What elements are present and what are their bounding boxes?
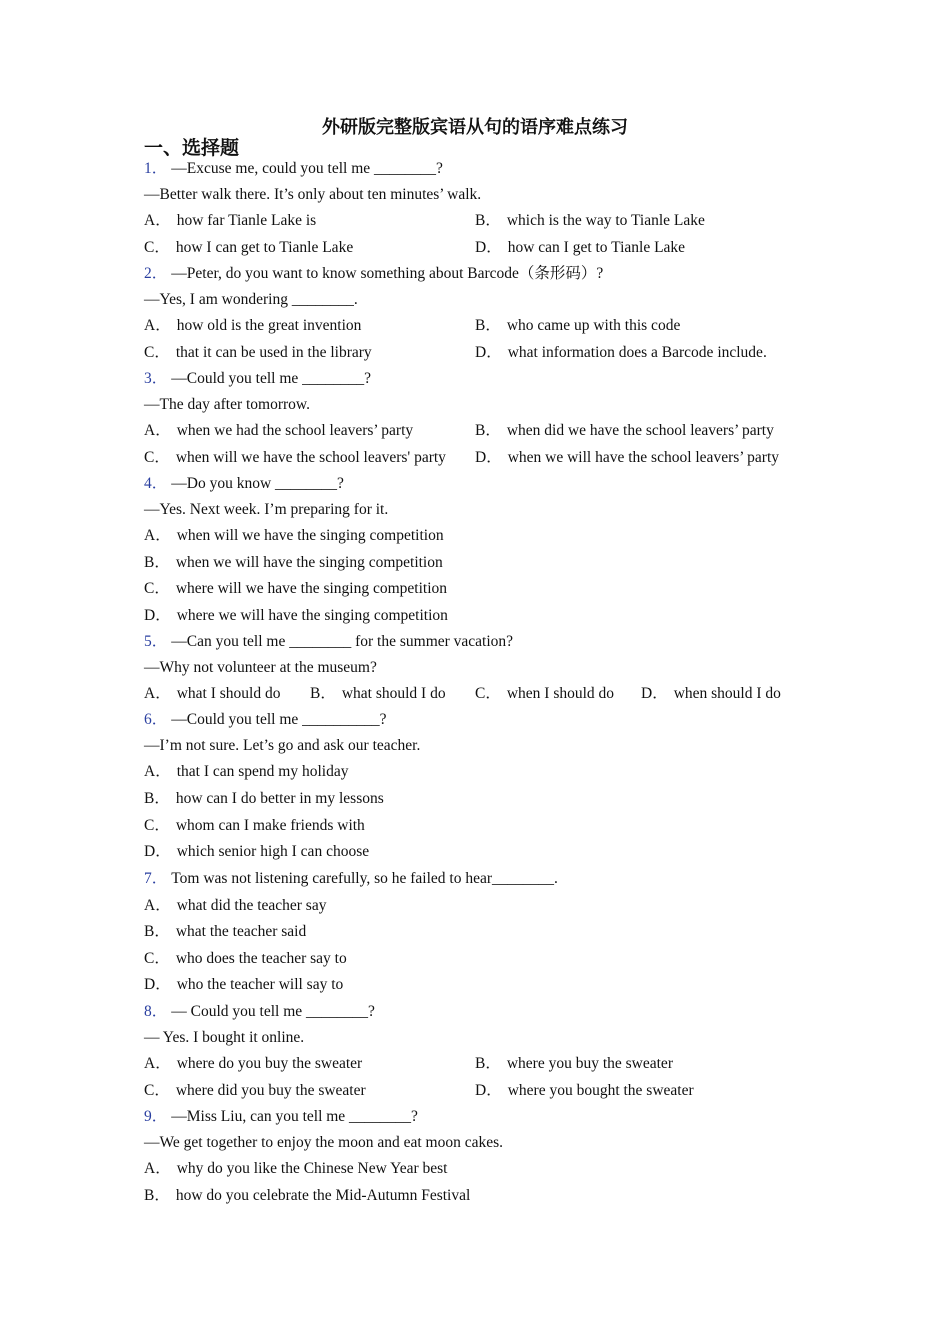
option-d: D． how can I get to Tianle Lake bbox=[475, 239, 686, 256]
question-stem: 9． —Miss Liu, can you tell me ________? bbox=[144, 1108, 418, 1125]
option-d: D． which senior high I can choose bbox=[144, 843, 370, 860]
question-stem: 3． —Could you tell me ________? bbox=[144, 370, 372, 387]
question-stem: 5． —Can you tell me ________ for the summer vacation? bbox=[144, 633, 514, 650]
question-number: 3． bbox=[144, 370, 168, 387]
question-number: 7． bbox=[144, 870, 168, 887]
question-number: 4． bbox=[144, 475, 168, 492]
option-c: C． how I can get to Tianle Lake bbox=[144, 239, 354, 256]
option-c: C． where will we have the singing competition bbox=[144, 580, 448, 597]
question-reply: —Yes, I am wondering ________. bbox=[144, 291, 358, 308]
option-b: B． how do you celebrate the Mid-Autumn Festival bbox=[144, 1187, 471, 1204]
option-c: C． where did you buy the sweater bbox=[144, 1082, 366, 1099]
option-c: C． when I should do bbox=[475, 685, 615, 702]
option-b: B． where you buy the sweater bbox=[475, 1055, 673, 1072]
option-b: B． which is the way to Tianle Lake bbox=[475, 212, 705, 229]
option-a: A． how old is the great invention bbox=[144, 317, 362, 334]
question-reply: —Why not volunteer at the museum? bbox=[144, 659, 377, 676]
option-d: D． when should I do bbox=[641, 685, 781, 702]
page-title: 外研版完整版宾语从句的语序难点练习 bbox=[322, 117, 628, 137]
option-a: A． when will we have the singing competition bbox=[144, 527, 444, 544]
option-a: A． why do you like the Chinese New Year best bbox=[144, 1160, 448, 1177]
question-stem: 7． Tom was not listening carefully, so he failed to hear________. bbox=[144, 870, 558, 887]
section-heading: 一、选择题 bbox=[144, 138, 240, 159]
question-stem: 1． —Excuse me, could you tell me ________? bbox=[144, 160, 443, 177]
option-d: D． what information does a Barcode include. bbox=[475, 344, 767, 361]
option-a: A． what did the teacher say bbox=[144, 897, 327, 914]
question-number: 6． bbox=[144, 711, 168, 728]
question-reply: —The day after tomorrow. bbox=[144, 396, 310, 413]
option-d: D． where we will have the singing competition bbox=[144, 607, 448, 624]
option-a: A． how far Tianle Lake is bbox=[144, 212, 317, 229]
question-number: 9． bbox=[144, 1108, 168, 1125]
option-b: B． when we will have the singing competition bbox=[144, 554, 443, 571]
question-reply: —Yes. Next week. I’m preparing for it. bbox=[144, 501, 389, 518]
option-b: B． what the teacher said bbox=[144, 923, 307, 940]
option-b: B． when did we have the school leavers’ party bbox=[475, 422, 774, 439]
option-b: B． how can I do better in my lessons bbox=[144, 790, 384, 807]
option-a: A． what I should do bbox=[144, 685, 281, 702]
question-stem: 6． —Could you tell me __________? bbox=[144, 711, 387, 728]
question-reply: —I’m not sure. Let’s go and ask our teacher. bbox=[144, 737, 421, 754]
option-b: B． what should I do bbox=[310, 685, 446, 702]
option-c: C． whom can I make friends with bbox=[144, 817, 365, 834]
option-d: D． when we will have the school leavers’ party bbox=[475, 449, 779, 466]
option-d: D． who the teacher will say to bbox=[144, 976, 344, 993]
option-a: A． when we had the school leavers’ party bbox=[144, 422, 414, 439]
option-c: C． that it can be used in the library bbox=[144, 344, 372, 361]
option-d: D． where you bought the sweater bbox=[475, 1082, 694, 1099]
option-a: A． where do you buy the sweater bbox=[144, 1055, 363, 1072]
question-number: 8． bbox=[144, 1003, 168, 1020]
question-number: 1． bbox=[144, 160, 168, 177]
question-reply: —Better walk there. It’s only about ten minutes’ walk. bbox=[144, 186, 482, 203]
question-number: 5． bbox=[144, 633, 168, 650]
option-b: B． who came up with this code bbox=[475, 317, 681, 334]
question-number: 2． bbox=[144, 265, 168, 282]
question-stem: 2． —Peter, do you want to know something about Barcode（条形码）? bbox=[144, 265, 604, 282]
question-stem: 4． —Do you know ________? bbox=[144, 475, 344, 492]
question-stem: 8． — Could you tell me ________? bbox=[144, 1003, 375, 1020]
option-a: A． that I can spend my holiday bbox=[144, 763, 349, 780]
option-c: C． when will we have the school leavers' party bbox=[144, 449, 446, 466]
question-reply: —We get together to enjoy the moon and eat moon cakes. bbox=[144, 1134, 504, 1151]
option-c: C． who does the teacher say to bbox=[144, 950, 347, 967]
question-reply: — Yes. I bought it online. bbox=[144, 1029, 305, 1046]
